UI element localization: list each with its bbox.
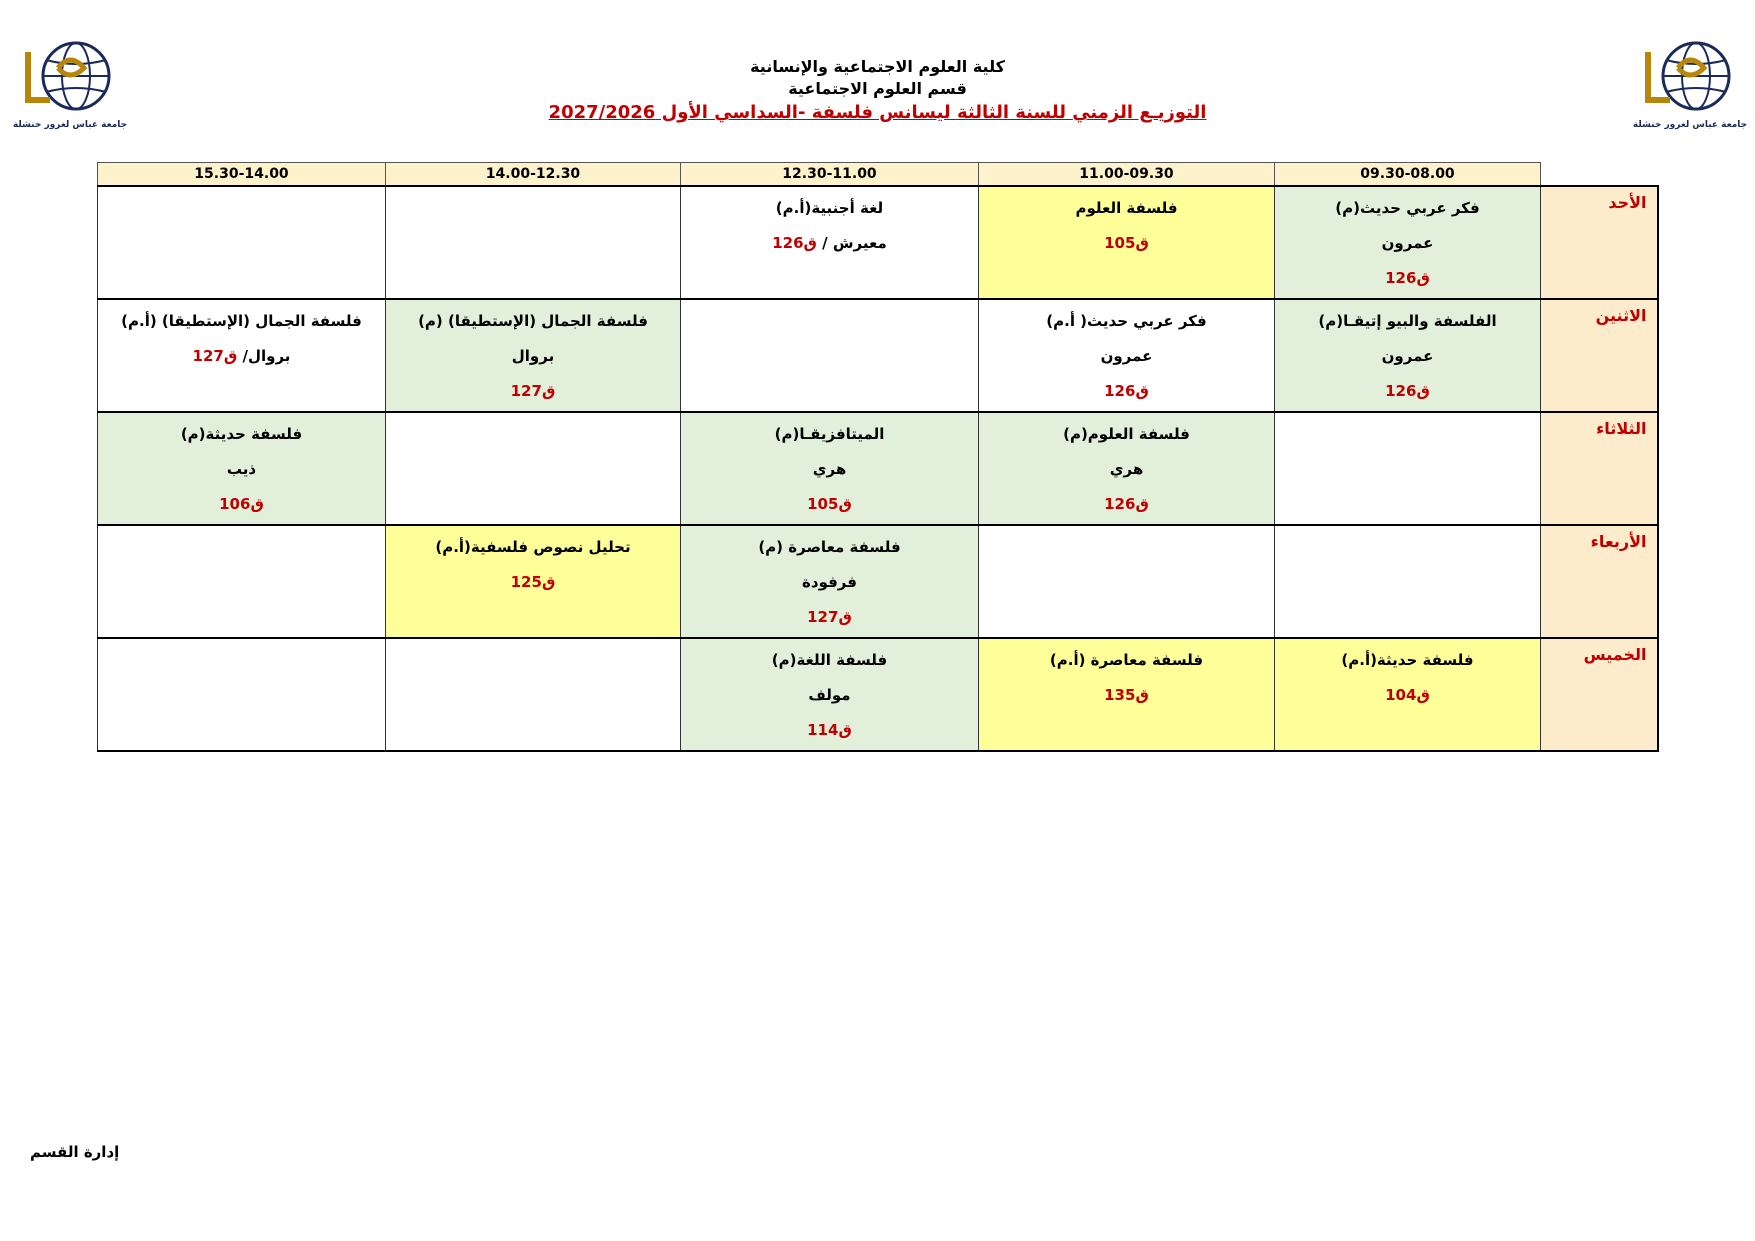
course-detail xyxy=(981,374,1272,409)
timetable-cell xyxy=(98,412,386,525)
timetable-cell xyxy=(681,525,979,638)
day-row xyxy=(98,186,1658,299)
time-slot-header: 12.30-11.00 xyxy=(681,163,979,187)
timetable-body xyxy=(98,186,1658,751)
timetable-cell xyxy=(681,412,979,525)
course-detail xyxy=(981,226,1272,261)
course-detail xyxy=(981,487,1272,522)
course-detail xyxy=(1277,678,1538,713)
room-number: ق126 xyxy=(1385,269,1430,287)
timetable-cell xyxy=(386,525,681,638)
course-detail xyxy=(1277,261,1538,296)
course-detail: بروال xyxy=(511,347,555,365)
timetable-cell xyxy=(98,186,386,299)
timetable-title: التوزيـع الزمني للسنة الثالثة ليسانس فلسفة -السداسي الأول 2027/2026 xyxy=(548,102,1207,123)
timetable-cell xyxy=(979,186,1275,299)
timetable-cell xyxy=(98,299,386,412)
course-name: فكر عربي حديث(م) xyxy=(1335,199,1480,217)
day-label: الأربعاء xyxy=(1541,525,1658,638)
timetable-cell xyxy=(1275,299,1541,412)
course-name: تحليل نصوص فلسفية(أ.م) xyxy=(435,538,631,556)
logo-caption: جامعة عباس لغرور خنشلة xyxy=(1632,120,1748,130)
day-row xyxy=(98,525,1658,638)
time-slot-header: 11.00-09.30 xyxy=(979,163,1275,187)
timetable-cell xyxy=(979,412,1275,525)
room-number: ق126 xyxy=(1104,495,1149,513)
course-detail: معيرش / ق126 xyxy=(772,234,887,252)
faculty-name: كلية العلوم الاجتماعية والإنسانية xyxy=(750,57,1005,76)
course-name: فلسفة اللغة(م) xyxy=(771,651,888,669)
course-name: الميتافزيقـا(م) xyxy=(774,425,885,443)
room-number: ق105 xyxy=(807,495,852,513)
time-slot-header: 09.30-08.00 xyxy=(1275,163,1541,187)
day-label: الأحد xyxy=(1541,186,1658,299)
room-number: ق127 xyxy=(192,347,238,365)
day-row xyxy=(98,412,1658,525)
course-detail xyxy=(100,487,383,522)
course-name: فلسفة معاصرة (أ.م) xyxy=(1049,651,1204,669)
room-number: ق114 xyxy=(807,721,852,739)
course-name: فلسفة حديثة(أ.م) xyxy=(1341,651,1474,669)
course-detail: مولف xyxy=(808,686,851,704)
timetable-cell xyxy=(386,412,681,525)
course-detail: عمرون xyxy=(1381,234,1434,252)
course-name: فلسفة معاصرة (م) xyxy=(758,538,901,556)
course-detail xyxy=(683,600,976,635)
department-name: قسم العلوم الاجتماعية xyxy=(788,79,967,98)
room-number: ق105 xyxy=(1104,234,1149,252)
course-detail xyxy=(388,565,678,600)
course-detail: هري xyxy=(1109,460,1144,478)
room-number: ق135 xyxy=(1104,686,1149,704)
timetable-cell xyxy=(1275,412,1541,525)
timetable-cell xyxy=(979,525,1275,638)
room-number: ق126 xyxy=(772,234,817,252)
department-signature: إدارة القسم xyxy=(30,1143,120,1161)
timetable-cell xyxy=(681,638,979,751)
course-name: فلسفة الجمال (الإستطيقا) (م) xyxy=(418,312,648,330)
room-number: ق106 xyxy=(219,495,264,513)
course-detail xyxy=(683,487,976,522)
day-label: الاثنين xyxy=(1541,299,1658,412)
course-detail: بروال/ ق127 xyxy=(192,347,291,365)
course-detail xyxy=(683,713,976,748)
time-slot-header: 14.00-12.30 xyxy=(386,163,681,187)
logo-caption: جامعة عباس لغرور خنشلة xyxy=(12,120,128,130)
timetable-cell xyxy=(1275,525,1541,638)
timetable-cell xyxy=(386,186,681,299)
timetable-cell xyxy=(98,525,386,638)
day-row xyxy=(98,638,1658,751)
corner-cell xyxy=(1541,163,1658,187)
course-detail: فرفودة xyxy=(802,573,857,591)
timetable-cell xyxy=(386,299,681,412)
course-name: فلسفة الجمال (الإستطيقا) (أ.م) xyxy=(121,312,362,330)
course-detail: هري xyxy=(812,460,847,478)
course-name: لغة أجنبية(أ.م) xyxy=(775,199,884,217)
timetable-cell xyxy=(979,299,1275,412)
course-detail xyxy=(388,374,678,409)
course-name: فلسفة العلوم(م) xyxy=(1063,425,1190,443)
course-detail: عمرون xyxy=(1100,347,1153,365)
timetable-cell xyxy=(1275,186,1541,299)
course-name: فلسفة حديثة(م) xyxy=(180,425,303,443)
day-row xyxy=(98,299,1658,412)
course-name: فلسفة العلوم xyxy=(1075,199,1178,217)
course-detail: ذيب xyxy=(226,460,257,478)
timetable-cell xyxy=(98,638,386,751)
course-detail xyxy=(1277,374,1538,409)
timetable-cell xyxy=(681,299,979,412)
course-name: فكر عربي حديث( أ.م) xyxy=(1046,312,1207,330)
day-label: الخميس xyxy=(1541,638,1658,751)
timetable-cell xyxy=(1275,638,1541,751)
course-name: الفلسفة والبيو إتيقـا(م) xyxy=(1318,312,1497,330)
room-number: ق127 xyxy=(807,608,852,626)
timetable-header xyxy=(98,163,1658,187)
course-detail: عمرون xyxy=(1381,347,1434,365)
room-number: ق104 xyxy=(1385,686,1430,704)
day-label: الثلاثاء xyxy=(1541,412,1658,525)
room-number: ق127 xyxy=(510,382,556,400)
room-number: ق125 xyxy=(510,573,556,591)
timetable xyxy=(97,162,1659,752)
document-header xyxy=(0,56,1755,126)
timetable-cell xyxy=(979,638,1275,751)
room-number: ق126 xyxy=(1385,382,1430,400)
timetable-cell xyxy=(386,638,681,751)
timetable-cell xyxy=(681,186,979,299)
time-slot-header: 15.30-14.00 xyxy=(98,163,386,187)
room-number: ق126 xyxy=(1104,382,1149,400)
course-detail xyxy=(981,678,1272,713)
